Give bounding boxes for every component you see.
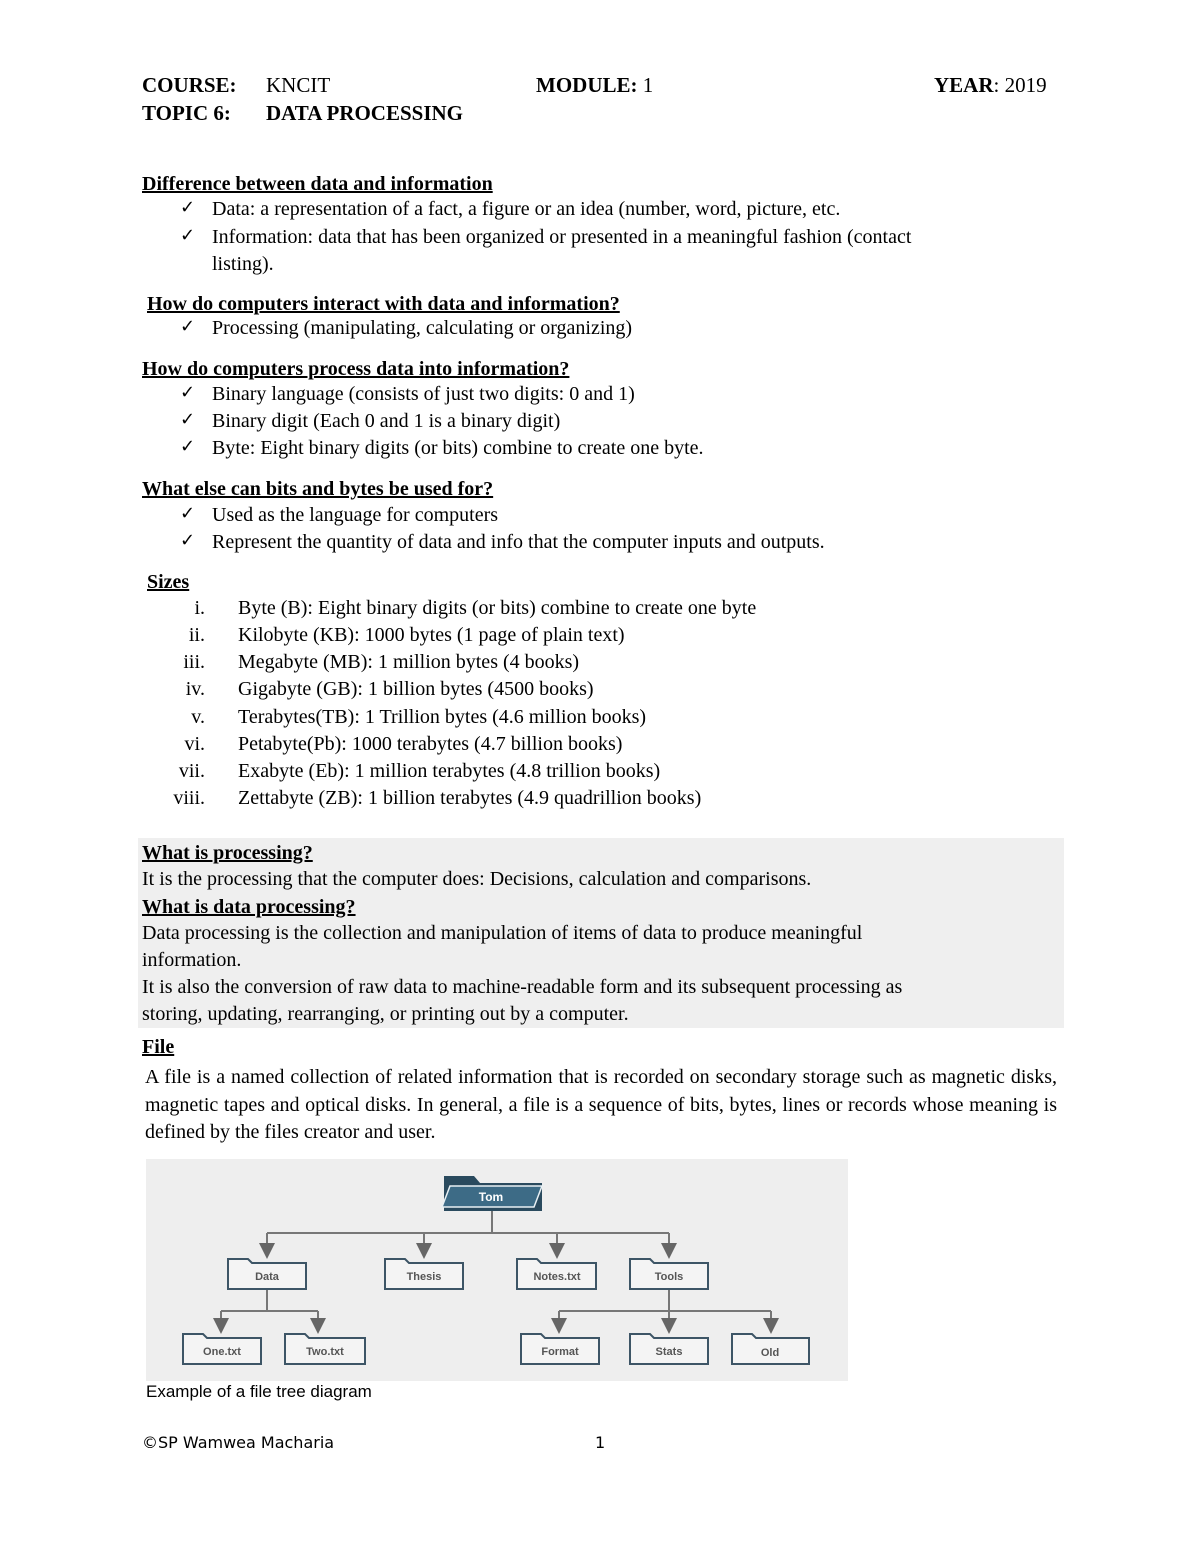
folder-label-notes: Notes.txt [533,1271,581,1283]
data-processing-text: Data processing is the collection and manipulation of items of data to produce meaningful [142,922,863,944]
sizes-heading: Sizes [147,571,190,593]
root-folder-label: Tom [478,1190,504,1204]
module-value: 1 [642,73,654,97]
size-item-kilobyte: Kilobyte (KB): 1000 bytes (1 page of plain text) [238,624,625,646]
size-item-gigabyte: Gigabyte (GB): 1 billion bytes (4500 books) [238,678,594,700]
check-icon: ✓ [180,409,196,430]
size-item-exabyte: Exabyte (Eb): 1 million terabytes (4.8 trillion books) [238,760,661,782]
check-icon: ✓ [180,503,196,524]
size-num: viii. [173,787,205,809]
diff-item-information-cont: listing). [212,253,274,275]
folder-label-one: One.txt [203,1346,241,1358]
file-tree-diagram [146,1159,848,1381]
size-item-byte: Byte (B): Eight binary digits (or bits) combine to create one byte [238,597,757,619]
bits-heading: What else can bits and bytes be used for? [142,478,494,500]
size-num: vi. [184,733,205,755]
diff-item-data: Data: a representation of a fact, a figure or an idea (number, word, picture, etc. [212,198,841,220]
folder-icon [183,1334,809,1364]
size-item-megabyte: Megabyte (MB): 1 million bytes (4 books) [238,651,580,673]
size-item-petabyte: Petabyte(Pb): 1000 terabytes (4.7 billion books) [238,733,623,755]
folder-label-two: Two.txt [306,1346,344,1358]
processing-text: It is the processing that the computer does: Decisions, calculation and comparisons. [142,868,812,890]
size-num: i. [194,597,205,619]
check-icon: ✓ [180,316,196,337]
check-icon: ✓ [180,436,196,457]
year-value: : 2019 [993,73,1047,97]
diff-item-information: Information: data that has been organized or presented in a meaningful fashion (contact [212,226,912,248]
size-num: iii. [183,651,205,673]
page-number: 1 [595,1433,606,1452]
size-item-zettabyte: Zettabyte (ZB): 1 billion terabytes (4.9 quadrillion books) [238,787,702,809]
folder-icon [228,1259,708,1289]
process-item-binary-language: Binary language (consists of just two digits: 0 and 1) [212,383,635,405]
size-num: v. [191,706,205,728]
data-processing-text-cont: information. [142,949,242,971]
folder-label-old: Old [760,1347,780,1359]
footer-author: ©SP Wamwea Macharia [142,1433,335,1452]
file-paragraph: A file is a named collection of related information that is recorded on secondary storage such as magnetic disks, magnetic tapes and optical disks. In general, a file is a sequence of bits, bytes, lines or records whose meaning is defined by the files creator and user. [145,1066,1057,1143]
folder-label-format: Format [541,1346,579,1358]
data-processing-conversion: It is also the conversion of raw data to machine-readable form and its subsequent processing as [142,976,903,998]
size-num: iv. [185,678,205,700]
file-tree-svg [146,1159,848,1381]
process-heading: How do computers process data into information? [142,358,570,380]
process-item-binary-digit: Binary digit (Each 0 and 1 is a binary digit) [212,410,561,432]
check-icon: ✓ [180,225,196,246]
file-heading: File [142,1036,175,1058]
interact-heading: How do computers interact with data and information? [147,293,620,315]
check-icon: ✓ [180,197,196,218]
folder-label-stats: Stats [655,1346,683,1358]
folder-label-data: Data [255,1271,279,1283]
interact-item: Processing (manipulating, calculating or organizing) [212,317,633,339]
topic-title: DATA PROCESSING [266,101,464,125]
topic-label: TOPIC 6: [142,101,231,125]
course-value: KNCIT [266,73,331,97]
folder-label-thesis: Thesis [406,1271,442,1283]
bits-item-language: Used as the language for computers [212,504,499,526]
data-processing-heading: What is data processing? [142,896,356,918]
processing-heading: What is processing? [142,842,313,864]
folder-label-tools: Tools [654,1271,684,1283]
year-label: YEAR: 2019 [934,73,1047,97]
course-label: COURSE: [142,73,237,97]
size-num: vii. [178,760,205,782]
size-item-terabyte: Terabytes(TB): 1 Trillion bytes (4.6 million books) [238,706,647,728]
diff-heading: Difference between data and information [142,173,493,195]
process-item-byte: Byte: Eight binary digits (or bits) combine to create one byte. [212,437,704,459]
size-num: ii. [188,624,205,646]
module-label: MODULE: 1 [536,73,654,97]
check-icon: ✓ [180,530,196,551]
diagram-caption: Example of a file tree diagram [146,1382,372,1401]
data-processing-conversion-cont: storing, updating, rearranging, or printing out by a computer. [142,1003,629,1025]
bits-item-quantity: Represent the quantity of data and info that the computer inputs and outputs. [212,531,825,553]
check-icon: ✓ [180,382,196,403]
